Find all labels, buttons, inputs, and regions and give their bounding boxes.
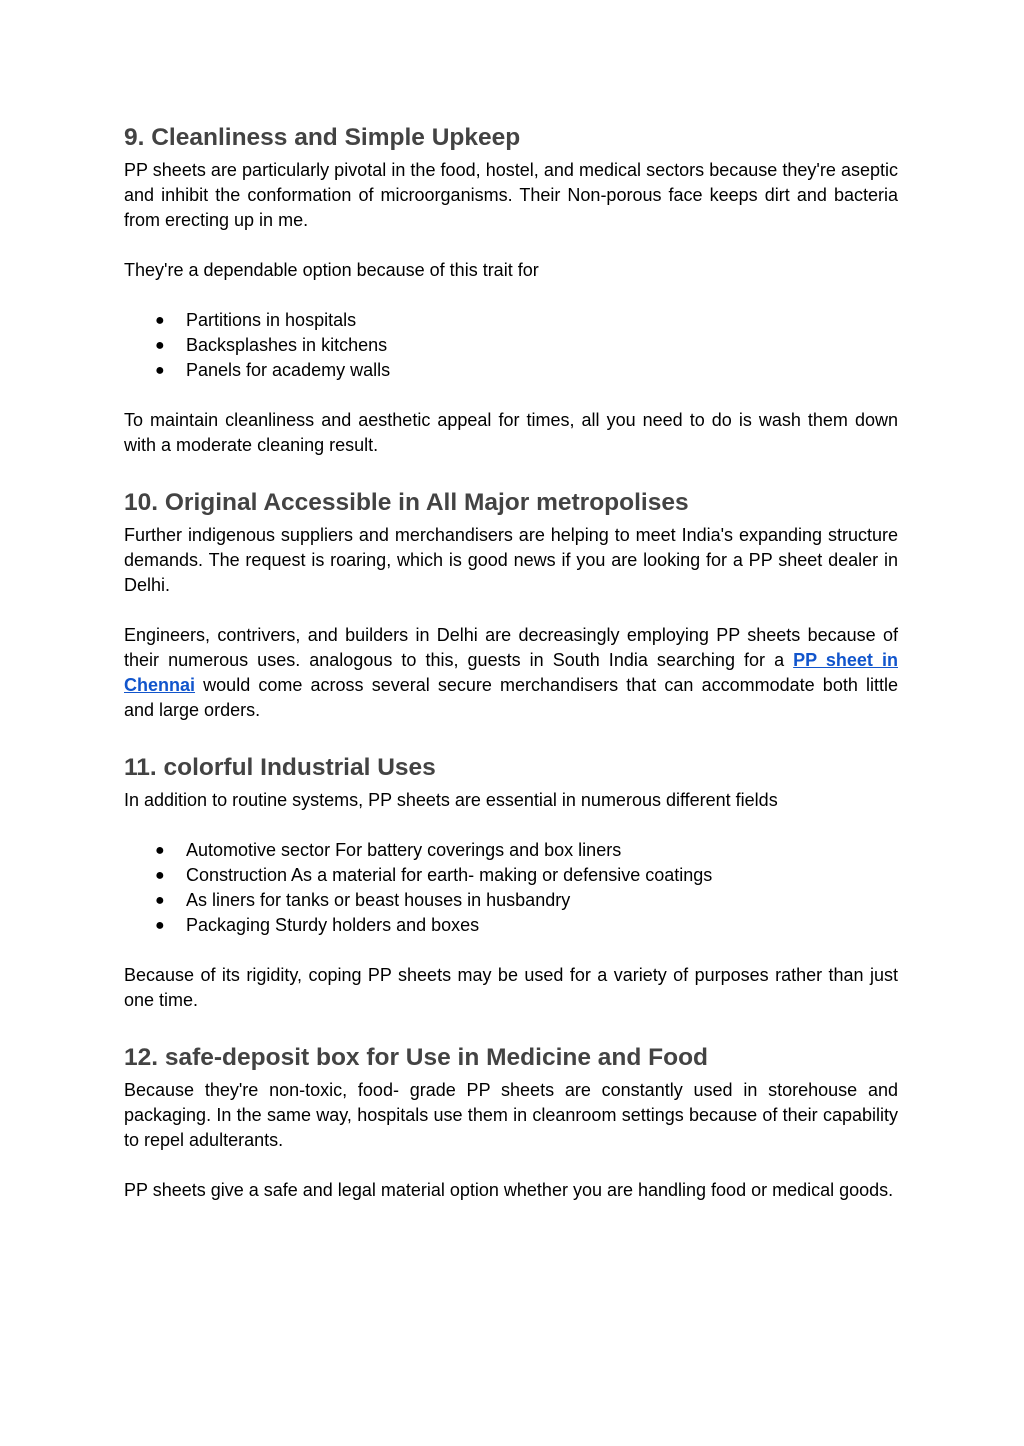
section-12-closing: PP sheets give a safe and legal material option whether you are handling food or medical goods.	[124, 1180, 894, 1200]
bullet-icon: ●	[155, 842, 165, 859]
section-10-intro: Further indigenous suppliers and merchandisers are helping to meet India's expanding structure demands. The request is roaring, which is good news if you are looking for a PP sheet dealer in Delhi.	[124, 525, 898, 595]
pp-sheet-chennai-link[interactable]: PP sheet in Chennai	[124, 650, 898, 695]
list-item: ● Automotive sector For battery coverings and box liners	[124, 838, 898, 863]
list-item: ● Construction As a material for earth- making or defensive coatings	[124, 863, 898, 888]
section-11-bullet-list	[124, 838, 898, 938]
list-item: ● Partitions in hospitals	[124, 308, 898, 333]
list-item: ● Panels for academy walls	[124, 358, 898, 383]
list-item: ● Packaging Sturdy holders and boxes	[124, 913, 898, 938]
bullet-icon: ●	[155, 917, 165, 934]
bullet-icon: ●	[155, 312, 165, 329]
section-11-closing: Because of its rigidity, coping PP sheets may be used for a variety of purposes rather than just one time.	[124, 965, 898, 1010]
section-heading-10: 10. Original Accessible in All Major metropolises	[124, 489, 689, 516]
section-heading-12: 12. safe-deposit box for Use in Medicine and Food	[124, 1044, 709, 1071]
section-10-paragraph-2: Engineers, contrivers, and builders in Delhi are decreasingly employing PP sheets because of their numerous uses. analogous to this, guests in South India searching for a PP sheet in Chennai would come across several secure merchandisers that can accommodate both little and large orders.	[124, 625, 898, 720]
section-9-intro: PP sheets are particularly pivotal in the food, hostel, and medical sectors because they're aseptic and inhibit the conformation of microorganisms. Their Non-porous face keeps dirt and bacteria from erecting up in me.	[124, 160, 898, 230]
section-9-bullet-list	[124, 308, 898, 383]
section-heading-9: 9. Cleanliness and Simple Upkeep	[124, 124, 521, 151]
section-9-lead: They're a dependable option because of this trait for	[124, 260, 539, 280]
bullet-icon: ●	[155, 337, 165, 354]
list-item: ● As liners for tanks or beast houses in husbandry	[124, 888, 898, 913]
bullet-icon: ●	[155, 362, 165, 379]
section-9-closing: To maintain cleanliness and aesthetic appeal for times, all you need to do is wash them down with a moderate cleaning result.	[124, 410, 898, 455]
bullet-icon: ●	[155, 892, 165, 909]
list-item: ● Backsplashes in kitchens	[124, 333, 898, 358]
section-11-intro: In addition to routine systems, PP sheets are essential in numerous different fields	[124, 790, 778, 810]
section-heading-11: 11. colorful Industrial Uses	[124, 754, 436, 781]
section-12-intro: Because they're non-toxic, food- grade PP sheets are constantly used in storehouse and packaging. In the same way, hospitals use them in cleanroom settings because of their capability to repel adulterants.	[124, 1080, 898, 1150]
bullet-icon: ●	[155, 867, 165, 884]
document-page	[124, 118, 898, 1203]
